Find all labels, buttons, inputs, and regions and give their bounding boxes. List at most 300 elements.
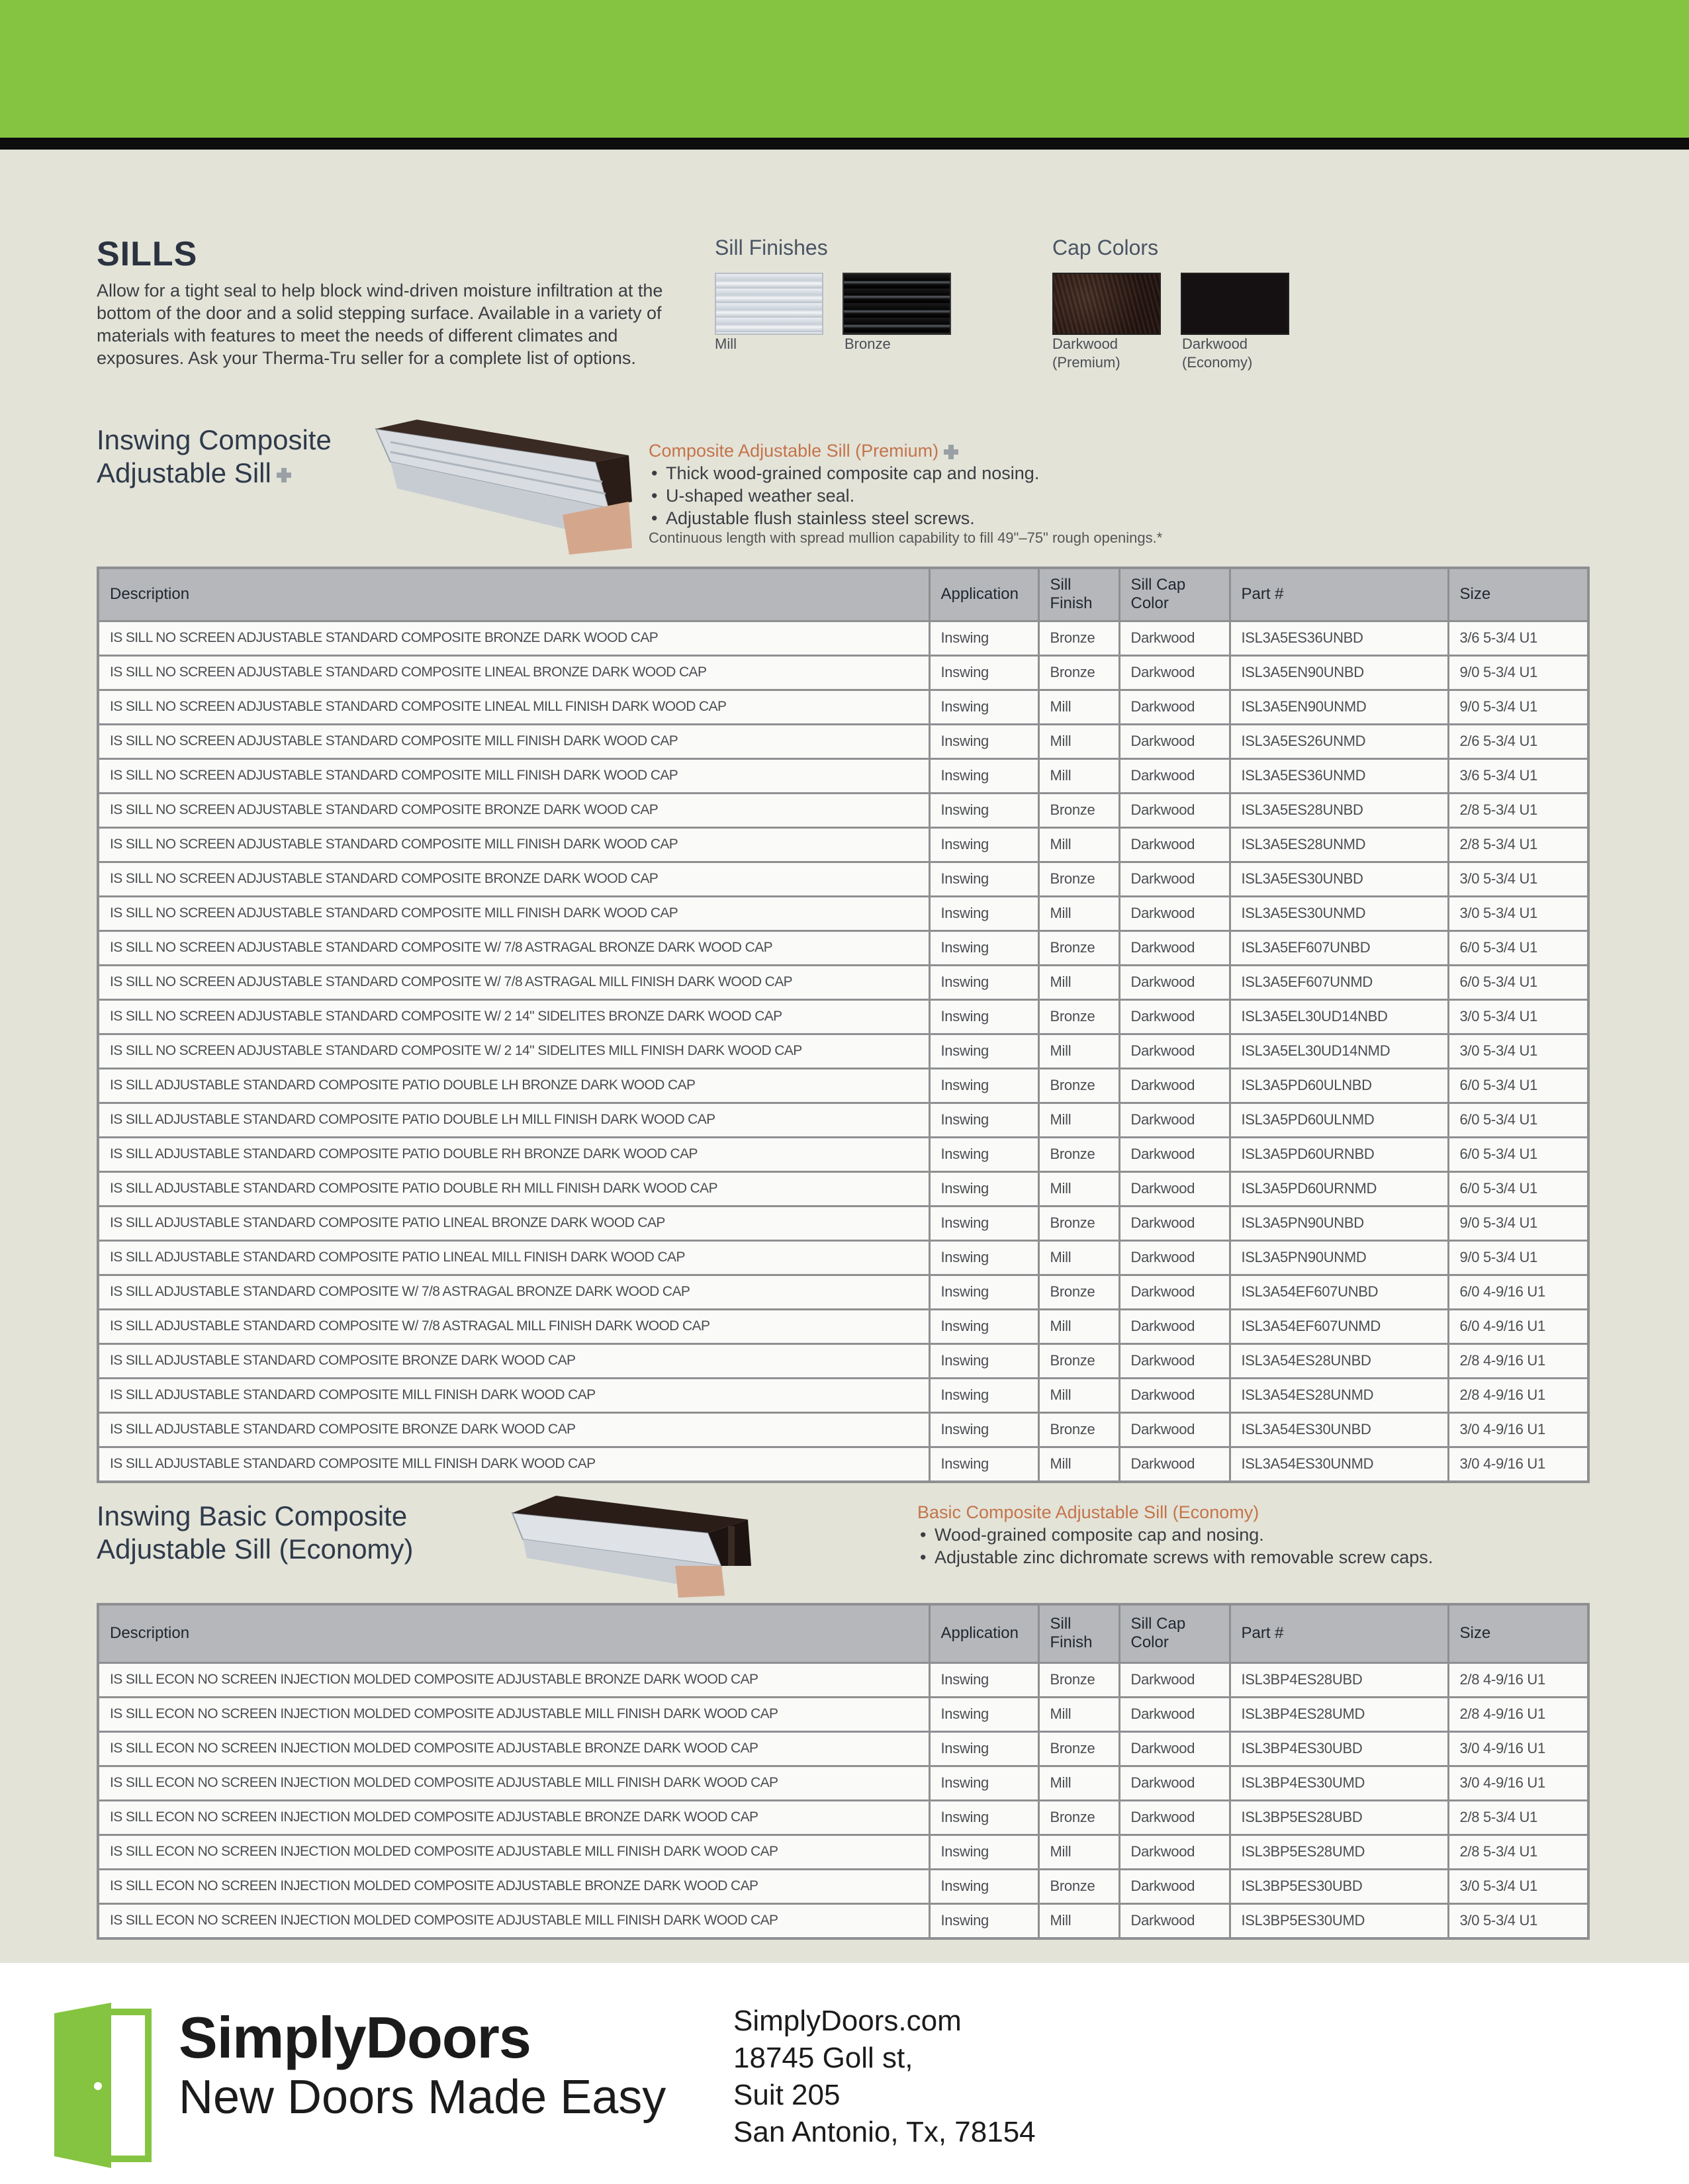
cell-cap-color: Darkwood (1119, 1903, 1230, 1938)
cell-sill-finish: Mill (1038, 1309, 1119, 1343)
cell-cap-color: Darkwood (1119, 1697, 1230, 1731)
cell-size: 3/0 4-9/16 U1 (1448, 1412, 1588, 1447)
cell-description: IS SILL NO SCREEN ADJUSTABLE STANDARD COMPOSITE W/ 7/8 ASTRAGAL BRONZE DARK WOOD CAP (98, 931, 929, 965)
cell-application: Inswing (929, 1275, 1038, 1309)
cell-part-number: ISL3A54ES30UNMD (1230, 1447, 1448, 1482)
cell-part-number: ISL3A54EF607UNBD (1230, 1275, 1448, 1309)
address-line3: San Antonio, Tx, 78154 (733, 2116, 1036, 2148)
cell-cap-color: Darkwood (1119, 1731, 1230, 1766)
cell-cap-color: Darkwood (1119, 1447, 1230, 1482)
economy-feature-item: • Wood-grained composite cap and nosing. (917, 1524, 1447, 1546)
cell-size: 6/0 5-3/4 U1 (1448, 1171, 1588, 1206)
economy-table-body (98, 1662, 1588, 1938)
table-row (98, 1731, 1588, 1766)
bronze-swatch (843, 273, 951, 335)
cell-application: Inswing (929, 1869, 1038, 1903)
cell-description: IS SILL ADJUSTABLE STANDARD COMPOSITE PATIO DOUBLE RH MILL FINISH DARK WOOD CAP (98, 1171, 929, 1206)
darkwood-economy-swatch (1181, 273, 1289, 335)
cell-description: IS SILL ADJUSTABLE STANDARD COMPOSITE PATIO LINEAL BRONZE DARK WOOD CAP (98, 1206, 929, 1240)
cell-part-number: ISL3A5ES30UNMD (1230, 896, 1448, 931)
table-row (98, 1137, 1588, 1171)
cell-sill-finish: Mill (1038, 827, 1119, 862)
premium-feature-item: • U-shaped weather seal. (649, 484, 1377, 507)
table-row (98, 965, 1588, 999)
cell-cap-color: Darkwood (1119, 621, 1230, 655)
cell-part-number: ISL3A54ES30UNBD (1230, 1412, 1448, 1447)
cell-size: 6/0 4-9/16 U1 (1448, 1275, 1588, 1309)
cell-cap-color: Darkwood (1119, 793, 1230, 827)
cell-size: 9/0 5-3/4 U1 (1448, 690, 1588, 724)
cell-size: 2/6 5-3/4 U1 (1448, 724, 1588, 758)
cell-description: IS SILL ADJUSTABLE STANDARD COMPOSITE PATIO DOUBLE LH MILL FINISH DARK WOOD CAP (98, 1103, 929, 1137)
darkwood-economy-name: Darkwood (1182, 336, 1248, 352)
cell-sill-finish: Bronze (1038, 1068, 1119, 1103)
col-sill-finish-line1: Sill (1050, 1615, 1072, 1633)
cell-size: 3/0 5-3/4 U1 (1448, 1034, 1588, 1068)
table-row (98, 1275, 1588, 1309)
cell-cap-color: Darkwood (1119, 1835, 1230, 1869)
premium-note: Continuous length with spread mullion capability to fill 49"–75" rough openings.* (649, 529, 1163, 546)
table-header-row (98, 568, 1588, 621)
cell-cap-color: Darkwood (1119, 999, 1230, 1034)
table-row (98, 1068, 1588, 1103)
premium-table-body (98, 621, 1588, 1482)
cell-size: 3/6 5-3/4 U1 (1448, 758, 1588, 793)
cell-part-number: ISL3A5ES28UNMD (1230, 827, 1448, 862)
cell-part-number: ISL3BP4ES30UMD (1230, 1766, 1448, 1800)
table-row (98, 655, 1588, 690)
cell-cap-color: Darkwood (1119, 690, 1230, 724)
col-cap-color-line2: Color (1130, 1633, 1169, 1652)
cap-colors-heading: Cap Colors (1052, 236, 1159, 259)
darkwood-premium-name: Darkwood (1052, 336, 1118, 352)
cell-description: IS SILL ECON NO SCREEN INJECTION MOLDED COMPOSITE ADJUSTABLE BRONZE DARK WOOD CAP (98, 1800, 929, 1835)
cell-cap-color: Darkwood (1119, 1206, 1230, 1240)
col-part: Part # (1230, 1604, 1448, 1662)
col-sill-finish (1038, 1604, 1119, 1662)
cell-description: IS SILL NO SCREEN ADJUSTABLE STANDARD COMPOSITE MILL FINISH DARK WOOD CAP (98, 896, 929, 931)
cell-size: 2/8 4-9/16 U1 (1448, 1662, 1588, 1697)
cell-sill-finish: Mill (1038, 1103, 1119, 1137)
cell-sill-finish: Bronze (1038, 862, 1119, 896)
cell-sill-finish: Mill (1038, 1240, 1119, 1275)
cell-part-number: ISL3A5PN90UNMD (1230, 1240, 1448, 1275)
cell-part-number: ISL3A5EN90UNBD (1230, 655, 1448, 690)
cell-size: 3/6 5-3/4 U1 (1448, 621, 1588, 655)
table-row (98, 1662, 1588, 1697)
col-cap-color (1119, 1604, 1230, 1662)
cell-size: 3/0 4-9/16 U1 (1448, 1766, 1588, 1800)
cell-cap-color: Darkwood (1119, 1869, 1230, 1903)
cell-part-number: ISL3A5PD60URNMD (1230, 1171, 1448, 1206)
cell-description: IS SILL NO SCREEN ADJUSTABLE STANDARD COMPOSITE W/ 2 14" SIDELITES MILL FINISH DARK WOOD CAP (98, 1034, 929, 1068)
mill-swatch (715, 273, 823, 335)
cell-sill-finish: Bronze (1038, 1869, 1119, 1903)
cell-description: IS SILL NO SCREEN ADJUSTABLE STANDARD COMPOSITE LINEAL BRONZE DARK WOOD CAP (98, 655, 929, 690)
cell-size: 2/8 5-3/4 U1 (1448, 1835, 1588, 1869)
cell-sill-finish: Mill (1038, 1766, 1119, 1800)
cell-size: 3/0 4-9/16 U1 (1448, 1731, 1588, 1766)
cell-size: 2/8 4-9/16 U1 (1448, 1697, 1588, 1731)
cell-part-number: ISL3BP5ES30UBD (1230, 1869, 1448, 1903)
cell-application: Inswing (929, 931, 1038, 965)
table-row (98, 896, 1588, 931)
address-line1: 18745 Goll st, (733, 2042, 913, 2074)
cell-part-number: ISL3A54ES28UNBD (1230, 1343, 1448, 1378)
cell-sill-finish: Mill (1038, 1697, 1119, 1731)
cell-part-number: ISL3BP4ES28UMD (1230, 1697, 1448, 1731)
cell-sill-finish: Bronze (1038, 1412, 1119, 1447)
table-row (98, 827, 1588, 862)
economy-features (917, 1501, 1447, 1569)
cell-application: Inswing (929, 1697, 1038, 1731)
col-sill-finish-line2: Finish (1050, 1633, 1093, 1652)
cell-cap-color: Darkwood (1119, 1309, 1230, 1343)
cell-size: 6/0 5-3/4 U1 (1448, 965, 1588, 999)
premium-feature-item: • Adjustable flush stainless steel screws. (649, 507, 1377, 529)
cell-sill-finish: Bronze (1038, 793, 1119, 827)
cell-application: Inswing (929, 690, 1038, 724)
cell-sill-finish: Mill (1038, 896, 1119, 931)
cell-sill-finish: Mill (1038, 1903, 1119, 1938)
cell-sill-finish: Bronze (1038, 655, 1119, 690)
col-application: Application (929, 568, 1038, 621)
cell-cap-color: Darkwood (1119, 862, 1230, 896)
cell-part-number: ISL3A5ES36UNBD (1230, 621, 1448, 655)
cell-description: IS SILL ADJUSTABLE STANDARD COMPOSITE W/ 7/8 ASTRAGAL BRONZE DARK WOOD CAP (98, 1275, 929, 1309)
cell-application: Inswing (929, 1731, 1038, 1766)
cell-sill-finish: Mill (1038, 1171, 1119, 1206)
cell-size: 2/8 4-9/16 U1 (1448, 1378, 1588, 1412)
table-row (98, 1309, 1588, 1343)
cell-cap-color: Darkwood (1119, 1766, 1230, 1800)
darkwood-premium-label (1052, 335, 1120, 372)
cell-size: 3/0 5-3/4 U1 (1448, 896, 1588, 931)
cell-cap-color: Darkwood (1119, 1068, 1230, 1103)
cell-size: 6/0 4-9/16 U1 (1448, 1309, 1588, 1343)
cell-description: IS SILL NO SCREEN ADJUSTABLE STANDARD COMPOSITE BRONZE DARK WOOD CAP (98, 621, 929, 655)
page-title: SILLS (97, 235, 198, 273)
premium-sill-image (371, 416, 635, 561)
cell-cap-color: Darkwood (1119, 1800, 1230, 1835)
cell-description: IS SILL ADJUSTABLE STANDARD COMPOSITE BRONZE DARK WOOD CAP (98, 1343, 929, 1378)
cell-application: Inswing (929, 999, 1038, 1034)
cell-application: Inswing (929, 1766, 1038, 1800)
col-size: Size (1448, 1604, 1588, 1662)
cell-application: Inswing (929, 1309, 1038, 1343)
cell-description: IS SILL NO SCREEN ADJUSTABLE STANDARD COMPOSITE LINEAL MILL FINISH DARK WOOD CAP (98, 690, 929, 724)
sills-description: Allow for a tight seal to help block wind-driven moisture infiltration at the bottom of the door and a solid stepping surface. Available in a variety of materials with features to meet the needs of different climates and exposures. Ask your Therma-Tru seller for a complete list of options. (97, 281, 663, 368)
cell-cap-color: Darkwood (1119, 965, 1230, 999)
cell-application: Inswing (929, 1800, 1038, 1835)
col-sill-finish (1038, 568, 1119, 621)
cell-description: IS SILL NO SCREEN ADJUSTABLE STANDARD COMPOSITE W/ 7/8 ASTRAGAL MILL FINISH DARK WOOD CAP (98, 965, 929, 999)
cell-sill-finish: Bronze (1038, 1275, 1119, 1309)
table-row (98, 690, 1588, 724)
economy-section-title (97, 1500, 414, 1566)
cell-cap-color: Darkwood (1119, 1103, 1230, 1137)
cell-part-number: ISL3A5PN90UNBD (1230, 1206, 1448, 1240)
cell-description: IS SILL NO SCREEN ADJUSTABLE STANDARD COMPOSITE MILL FINISH DARK WOOD CAP (98, 758, 929, 793)
premium-title-line2: Adjustable Sill (97, 457, 271, 488)
economy-feature-item: • Adjustable zinc dichromate screws with removable screw caps. (917, 1546, 1447, 1569)
cell-part-number: ISL3BP4ES30UBD (1230, 1731, 1448, 1766)
table-row (98, 1171, 1588, 1206)
economy-feature-title: Basic Composite Adjustable Sill (Economy) (917, 1502, 1259, 1522)
col-sill-finish-line2: Finish (1050, 594, 1093, 613)
door-logo-icon (50, 2000, 154, 2171)
address-line2: Suit 205 (733, 2079, 841, 2111)
premium-feature-item: • Thick wood-grained composite cap and nosing. (649, 462, 1377, 484)
cell-application: Inswing (929, 1378, 1038, 1412)
economy-sill-image (510, 1493, 754, 1599)
cell-description: IS SILL ADJUSTABLE STANDARD COMPOSITE MILL FINISH DARK WOOD CAP (98, 1378, 929, 1412)
cell-sill-finish: Bronze (1038, 1800, 1119, 1835)
cell-cap-color: Darkwood (1119, 1137, 1230, 1171)
cell-application: Inswing (929, 793, 1038, 827)
col-cap-color-line2: Color (1130, 594, 1169, 613)
cell-cap-color: Darkwood (1119, 1240, 1230, 1275)
cell-cap-color: Darkwood (1119, 1378, 1230, 1412)
cell-description: IS SILL ECON NO SCREEN INJECTION MOLDED COMPOSITE ADJUSTABLE MILL FINISH DARK WOOD CAP (98, 1835, 929, 1869)
cell-sill-finish: Mill (1038, 1378, 1119, 1412)
cell-application: Inswing (929, 1447, 1038, 1482)
cell-application: Inswing (929, 862, 1038, 896)
cell-application: Inswing (929, 1412, 1038, 1447)
premium-feature-title: Composite Adjustable Sill (Premium) (649, 441, 939, 461)
cell-application: Inswing (929, 1103, 1038, 1137)
cell-application: Inswing (929, 724, 1038, 758)
cell-size: 3/0 5-3/4 U1 (1448, 862, 1588, 896)
cell-part-number: ISL3A5PD60ULNMD (1230, 1103, 1448, 1137)
cell-description: IS SILL ECON NO SCREEN INJECTION MOLDED COMPOSITE ADJUSTABLE BRONZE DARK WOOD CAP (98, 1662, 929, 1697)
cell-application: Inswing (929, 621, 1038, 655)
cell-application: Inswing (929, 1068, 1038, 1103)
cell-part-number: ISL3A5EL30UD14NMD (1230, 1034, 1448, 1068)
cell-size: 3/0 5-3/4 U1 (1448, 1903, 1588, 1938)
economy-feature-list (917, 1524, 1447, 1569)
cell-part-number: ISL3A5ES28UNBD (1230, 793, 1448, 827)
cell-description: IS SILL ADJUSTABLE STANDARD COMPOSITE PATIO LINEAL MILL FINISH DARK WOOD CAP (98, 1240, 929, 1275)
table-row (98, 1206, 1588, 1240)
table-row (98, 758, 1588, 793)
cell-part-number: ISL3A5ES36UNMD (1230, 758, 1448, 793)
col-description: Description (98, 568, 929, 621)
cell-description: IS SILL NO SCREEN ADJUSTABLE STANDARD COMPOSITE MILL FINISH DARK WOOD CAP (98, 827, 929, 862)
table-row (98, 1240, 1588, 1275)
cell-part-number: ISL3A5EN90UNMD (1230, 690, 1448, 724)
cell-cap-color: Darkwood (1119, 931, 1230, 965)
cell-description: IS SILL ADJUSTABLE STANDARD COMPOSITE W/ 7/8 ASTRAGAL MILL FINISH DARK WOOD CAP (98, 1309, 929, 1343)
cell-description: IS SILL ADJUSTABLE STANDARD COMPOSITE PATIO DOUBLE RH BRONZE DARK WOOD CAP (98, 1137, 929, 1171)
table-row (98, 1835, 1588, 1869)
contact-info (733, 2003, 1036, 2151)
cell-description: IS SILL NO SCREEN ADJUSTABLE STANDARD COMPOSITE BRONZE DARK WOOD CAP (98, 793, 929, 827)
col-cap-color (1119, 568, 1230, 621)
cell-description: IS SILL ADJUSTABLE STANDARD COMPOSITE MILL FINISH DARK WOOD CAP (98, 1447, 929, 1482)
cell-sill-finish: Mill (1038, 724, 1119, 758)
table-row (98, 621, 1588, 655)
cell-sill-finish: Bronze (1038, 1343, 1119, 1378)
cell-part-number: ISL3BP5ES30UMD (1230, 1903, 1448, 1938)
cell-application: Inswing (929, 758, 1038, 793)
col-size: Size (1448, 568, 1588, 621)
cell-application: Inswing (929, 1171, 1038, 1206)
header-rule (0, 138, 1689, 150)
cell-size: 6/0 5-3/4 U1 (1448, 931, 1588, 965)
cell-application: Inswing (929, 1343, 1038, 1378)
cell-cap-color: Darkwood (1119, 1343, 1230, 1378)
mill-swatch-label: Mill (715, 336, 737, 352)
table-row (98, 724, 1588, 758)
cell-part-number: ISL3A5EF607UNMD (1230, 965, 1448, 999)
cell-size: 2/8 5-3/4 U1 (1448, 793, 1588, 827)
cell-size: 2/8 5-3/4 U1 (1448, 1800, 1588, 1835)
cell-description: IS SILL ADJUSTABLE STANDARD COMPOSITE BRONZE DARK WOOD CAP (98, 1412, 929, 1447)
cell-application: Inswing (929, 1137, 1038, 1171)
col-description: Description (98, 1604, 929, 1662)
cell-part-number: ISL3A5ES30UNBD (1230, 862, 1448, 896)
cell-cap-color: Darkwood (1119, 1275, 1230, 1309)
sill-finishes-heading: Sill Finishes (715, 236, 828, 259)
table-row (98, 1800, 1588, 1835)
table-row (98, 1903, 1588, 1938)
cell-description: IS SILL NO SCREEN ADJUSTABLE STANDARD COMPOSITE MILL FINISH DARK WOOD CAP (98, 724, 929, 758)
economy-sill-table (97, 1603, 1590, 1940)
darkwood-premium-sub: (Premium) (1052, 354, 1120, 371)
col-cap-color-line1: Sill Cap (1130, 576, 1186, 594)
cell-application: Inswing (929, 1835, 1038, 1869)
cell-size: 2/8 4-9/16 U1 (1448, 1343, 1588, 1378)
cell-application: Inswing (929, 655, 1038, 690)
cell-size: 3/0 5-3/4 U1 (1448, 999, 1588, 1034)
premium-sill-table (97, 567, 1590, 1483)
cell-application: Inswing (929, 1034, 1038, 1068)
cell-size: 3/0 4-9/16 U1 (1448, 1447, 1588, 1482)
darkwood-premium-swatch (1052, 273, 1161, 335)
cell-description: IS SILL ECON NO SCREEN INJECTION MOLDED COMPOSITE ADJUSTABLE BRONZE DARK WOOD CAP (98, 1731, 929, 1766)
cell-sill-finish: Mill (1038, 1034, 1119, 1068)
cell-sill-finish: Bronze (1038, 1731, 1119, 1766)
cell-cap-color: Darkwood (1119, 827, 1230, 862)
cell-size: 6/0 5-3/4 U1 (1448, 1068, 1588, 1103)
cell-size: 9/0 5-3/4 U1 (1448, 1206, 1588, 1240)
premium-plus-icon (277, 468, 291, 482)
cell-part-number: ISL3A5PD60URNBD (1230, 1137, 1448, 1171)
table-row (98, 793, 1588, 827)
website-link[interactable]: SimplyDoors.com (733, 2005, 962, 2037)
cell-part-number: ISL3A5EL30UD14NBD (1230, 999, 1448, 1034)
cell-part-number: ISL3A54ES28UNMD (1230, 1378, 1448, 1412)
col-cap-color-line1: Sill Cap (1130, 1615, 1186, 1633)
cell-application: Inswing (929, 1903, 1038, 1938)
premium-features (649, 439, 1377, 547)
cell-sill-finish: Bronze (1038, 931, 1119, 965)
cell-application: Inswing (929, 896, 1038, 931)
cell-application: Inswing (929, 827, 1038, 862)
cell-sill-finish: Bronze (1038, 1137, 1119, 1171)
cell-application: Inswing (929, 965, 1038, 999)
premium-feature-list (649, 462, 1377, 529)
col-sill-finish-line1: Sill (1050, 576, 1072, 594)
cell-size: 6/0 5-3/4 U1 (1448, 1137, 1588, 1171)
cell-application: Inswing (929, 1662, 1038, 1697)
cell-sill-finish: Mill (1038, 758, 1119, 793)
cell-size: 9/0 5-3/4 U1 (1448, 655, 1588, 690)
cell-size: 9/0 5-3/4 U1 (1448, 1240, 1588, 1275)
cell-application: Inswing (929, 1240, 1038, 1275)
cell-description: IS SILL ADJUSTABLE STANDARD COMPOSITE PATIO DOUBLE LH BRONZE DARK WOOD CAP (98, 1068, 929, 1103)
header-band (0, 0, 1689, 138)
cell-description: IS SILL ECON NO SCREEN INJECTION MOLDED COMPOSITE ADJUSTABLE BRONZE DARK WOOD CAP (98, 1869, 929, 1903)
table-row (98, 1869, 1588, 1903)
cell-cap-color: Darkwood (1119, 896, 1230, 931)
cell-part-number: ISL3A54EF607UNMD (1230, 1309, 1448, 1343)
cell-description: IS SILL ECON NO SCREEN INJECTION MOLDED COMPOSITE ADJUSTABLE MILL FINISH DARK WOOD CAP (98, 1697, 929, 1731)
darkwood-economy-label (1182, 335, 1252, 372)
cell-part-number: ISL3BP5ES28UBD (1230, 1800, 1448, 1835)
cell-description: IS SILL NO SCREEN ADJUSTABLE STANDARD COMPOSITE W/ 2 14" SIDELITES BRONZE DARK WOOD CAP (98, 999, 929, 1034)
cell-sill-finish: Mill (1038, 690, 1119, 724)
table-row (98, 1412, 1588, 1447)
cell-size: 6/0 5-3/4 U1 (1448, 1103, 1588, 1137)
cell-sill-finish: Mill (1038, 1835, 1119, 1869)
cell-sill-finish: Mill (1038, 1447, 1119, 1482)
cell-sill-finish: Bronze (1038, 621, 1119, 655)
bronze-swatch-label: Bronze (844, 336, 891, 352)
premium-section-title (97, 424, 332, 490)
cell-part-number: ISL3A5ES26UNMD (1230, 724, 1448, 758)
cell-application: Inswing (929, 1206, 1038, 1240)
table-row (98, 1103, 1588, 1137)
cell-sill-finish: Mill (1038, 965, 1119, 999)
table-row (98, 1378, 1588, 1412)
economy-title-line1: Inswing Basic Composite (97, 1500, 408, 1531)
cell-part-number: ISL3A5EF607UNBD (1230, 931, 1448, 965)
cell-cap-color: Darkwood (1119, 1412, 1230, 1447)
cell-cap-color: Darkwood (1119, 724, 1230, 758)
cell-cap-color: Darkwood (1119, 1034, 1230, 1068)
cell-size: 2/8 5-3/4 U1 (1448, 827, 1588, 862)
cell-sill-finish: Bronze (1038, 1662, 1119, 1697)
premium-title-line1: Inswing Composite (97, 424, 332, 455)
table-row (98, 1034, 1588, 1068)
cell-cap-color: Darkwood (1119, 655, 1230, 690)
cell-part-number: ISL3BP4ES28UBD (1230, 1662, 1448, 1697)
cell-part-number: ISL3BP5ES28UMD (1230, 1835, 1448, 1869)
table-row (98, 1447, 1588, 1482)
cell-sill-finish: Bronze (1038, 999, 1119, 1034)
cell-sill-finish: Bronze (1038, 1206, 1119, 1240)
table-header-row (98, 1604, 1588, 1662)
cell-description: IS SILL NO SCREEN ADJUSTABLE STANDARD COMPOSITE BRONZE DARK WOOD CAP (98, 862, 929, 896)
cell-cap-color: Darkwood (1119, 758, 1230, 793)
cell-cap-color: Darkwood (1119, 1662, 1230, 1697)
brand-tagline: New Doors Made Easy (179, 2071, 666, 2124)
cell-part-number: ISL3A5PD60ULNBD (1230, 1068, 1448, 1103)
cell-description: IS SILL ECON NO SCREEN INJECTION MOLDED COMPOSITE ADJUSTABLE MILL FINISH DARK WOOD CAP (98, 1766, 929, 1800)
brand-name: SimplyDoors (179, 2005, 531, 2070)
table-row (98, 1697, 1588, 1731)
col-part: Part # (1230, 568, 1448, 621)
table-row (98, 1766, 1588, 1800)
table-row (98, 862, 1588, 896)
cell-description: IS SILL ECON NO SCREEN INJECTION MOLDED COMPOSITE ADJUSTABLE MILL FINISH DARK WOOD CAP (98, 1903, 929, 1938)
table-row (98, 999, 1588, 1034)
economy-title-line2: Adjustable Sill (Economy) (97, 1533, 414, 1565)
darkwood-economy-sub: (Economy) (1182, 354, 1253, 371)
premium-feature-plus-icon (944, 445, 958, 459)
